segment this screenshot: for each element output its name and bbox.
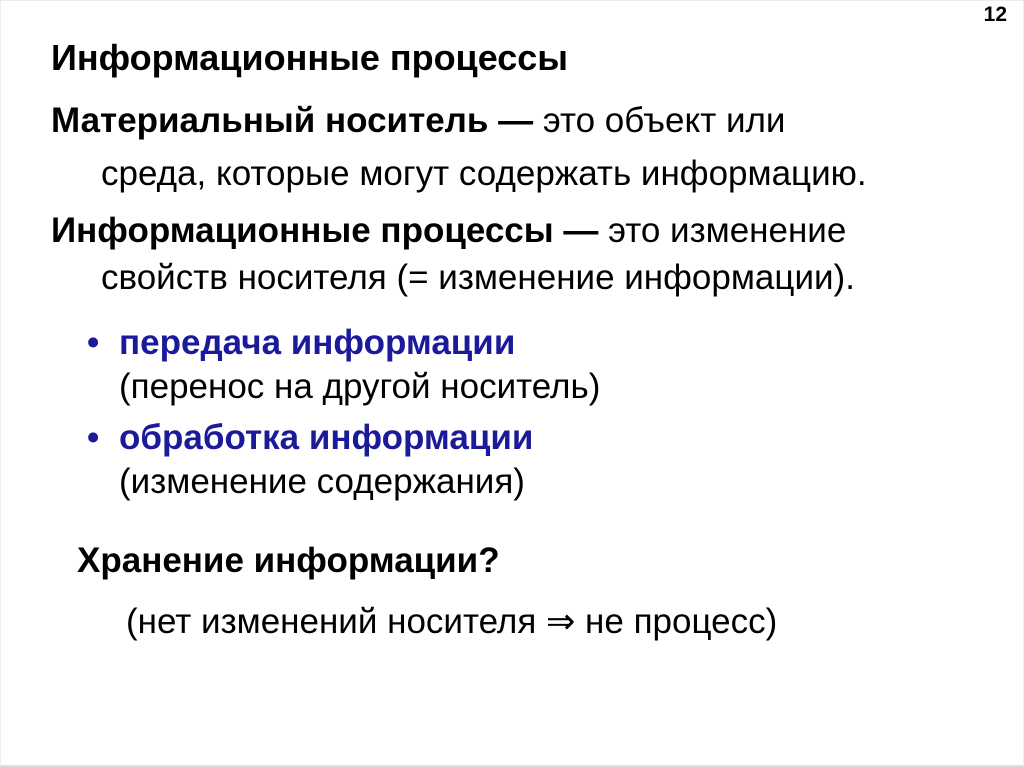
question-storage: Хранение информации? bbox=[77, 541, 500, 580]
paragraph-definition-carrier-line1 bbox=[51, 101, 785, 141]
term-information-processes: Информационные процессы — bbox=[51, 211, 599, 250]
question-storage-note: (нет изменений носителя ⇒ не процесс) bbox=[126, 602, 778, 641]
bullet-item-transfer: передача информации bbox=[119, 323, 516, 362]
bullet-item-transfer-note: (перенос на другой носитель) bbox=[119, 367, 601, 406]
term-material-carrier: Материальный носитель — bbox=[51, 101, 534, 140]
slide-title: Информационные процессы bbox=[51, 37, 569, 78]
bullet-item-processing-note: (изменение содержания) bbox=[119, 462, 525, 501]
paragraph-definition-processes-line1 bbox=[51, 211, 846, 251]
paragraph-definition-carrier-line2: среда, которые могут содержать информацию. bbox=[101, 154, 867, 193]
definition-processes-rest: это изменение bbox=[598, 211, 847, 250]
bullet-dot: • bbox=[87, 323, 100, 362]
paragraph-definition-processes-line2: свойств носителя (= изменение информации). bbox=[101, 258, 855, 297]
bullet-dot: • bbox=[87, 418, 100, 457]
definition-carrier-rest: это объект или bbox=[533, 101, 786, 140]
bullet-item-processing: обработка информации bbox=[119, 418, 534, 457]
page-number: 12 bbox=[983, 3, 1007, 26]
